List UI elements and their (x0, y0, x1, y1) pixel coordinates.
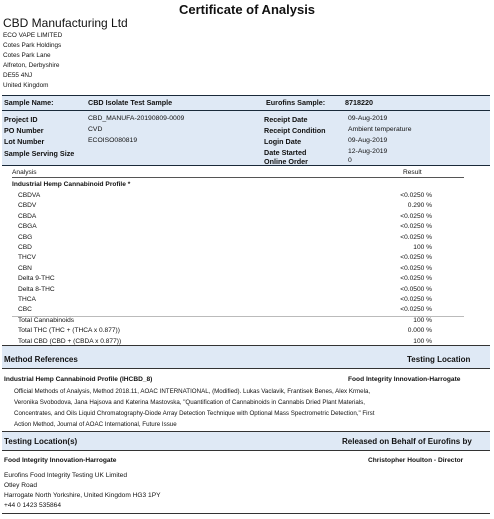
testing-address-line: Otley Road (4, 482, 37, 489)
analysis-row-result: 0.290 % (407, 202, 432, 210)
testing-locations-header: Testing Location(s) (4, 437, 78, 446)
divider (2, 368, 490, 369)
online-order-value: 0 (348, 157, 352, 164)
sample-name-value: CBD Isolate Test Sample (88, 98, 173, 107)
divider (2, 513, 490, 514)
analysis-row-name: CBN (18, 264, 32, 272)
analysis-row-result: <0.0250 % (400, 223, 432, 231)
sample-info-band (2, 111, 490, 165)
project-id-label: Project ID (4, 115, 38, 124)
analysis-row-result: 0.000 % (407, 327, 432, 335)
divider (12, 316, 464, 317)
method-text-line: Veronika Svobodova, Jana Hajsova and Katerina Mastovska, "Quantification of Cannabinoids in Cannabis Dried Plant Materials, (14, 399, 365, 406)
released-by-header: Released on Behalf of Eurofins by (342, 437, 472, 446)
analysis-row-result: <0.0250 % (400, 254, 432, 262)
analysis-row-result: <0.0250 % (400, 264, 432, 272)
analysis-column-header: Analysis (12, 169, 37, 176)
analysis-row-name: Total Cannabinoids (18, 316, 75, 324)
method-text-line: Official Methods of Analysis, Method 2018.11, AOAC INTERNATIONAL, (Modified). Lukas Vaclavik, Frantisek Benes, Alex Krmela, (14, 388, 371, 395)
date-started-label: Date Started (264, 148, 307, 157)
divider (12, 177, 464, 178)
released-by-name: Christopher Houlton - Director (368, 457, 464, 464)
eurofins-sample-label: Eurofins Sample: (266, 98, 326, 107)
method-text-line: Action Method, Journal of AOAC International, Future Issue (14, 421, 177, 428)
receipt-date-value: 09-Aug-2019 (348, 115, 388, 122)
analysis-row-name: CBGA (18, 223, 37, 231)
receipt-condition-value: Ambient temperature (348, 126, 412, 133)
method-text-line: Concentrates, and Oils Liquid Chromatography-Diode Array Detection Technique with Optional Mass Spectrometric Detection," First (14, 410, 375, 417)
document-title: Certificate of Analysis (178, 2, 316, 17)
analysis-row-result: <0.0250 % (400, 233, 432, 241)
profile-label: Industrial Hemp Cannabinoid Profile * (12, 181, 131, 188)
analysis-row-name: Total CBD (CBD + (CBDA x 0.877)) (18, 337, 122, 345)
analysis-row-name: Delta 9-THC (18, 275, 55, 283)
address-line: ECO VAPE LIMITED (3, 32, 63, 39)
company-name: CBD Manufacturing Ltd (3, 16, 128, 30)
address-line: United Kingdom (3, 82, 49, 89)
address-line: Cotes Park Holdings (3, 42, 62, 49)
address-line: Cotes Park Lane (3, 52, 51, 59)
testing-address-line: +44 0 1423 535864 (4, 502, 62, 509)
address-line: DE55 4NJ (3, 72, 33, 79)
method-references-header: Method References (4, 355, 78, 364)
serving-size-label: Sample Serving Size (4, 149, 75, 158)
date-started-value: 12-Aug-2019 (348, 148, 388, 155)
sample-name-label: Sample Name: (4, 98, 54, 107)
sample-header-band (2, 96, 490, 110)
po-number-value: CVD (88, 126, 103, 133)
analysis-row-result: <0.0250 % (400, 275, 432, 283)
analysis-row-name: CBD (18, 244, 32, 251)
receipt-condition-label: Receipt Condition (264, 126, 326, 135)
analysis-row-name: CBG (18, 233, 33, 241)
method-name: Industrial Hemp Cannabinoid Profile (IHCBD_8) (4, 376, 153, 383)
analysis-row-result: 100 % (413, 316, 432, 324)
testing-location-name: Food Integrity Innovation-Harrogate (4, 457, 117, 464)
analysis-row-name: CBDV (18, 202, 37, 210)
analysis-row-name: THCA (18, 296, 36, 303)
analysis-row-result: 100 % (413, 244, 432, 251)
analysis-row-result: <0.0500 % (400, 285, 432, 293)
testing-address-line: Eurofins Food Integrity Testing UK Limited (4, 472, 128, 479)
analysis-row-name: CBDA (18, 212, 37, 220)
analysis-row-name: Delta 8-THC (18, 285, 55, 293)
receipt-date-label: Receipt Date (264, 115, 308, 124)
divider (2, 450, 490, 451)
testing-location-header: Testing Location (407, 355, 471, 364)
login-date-label: Login Date (264, 137, 302, 146)
testing-address-line: Harrogate North Yorkshire, United Kingdom HG3 1PY (4, 492, 161, 499)
address-line: Alfreton, Derbyshire (3, 62, 60, 69)
analysis-row-result: <0.0250 % (400, 306, 432, 314)
analysis-row-name: CBDVA (18, 192, 41, 199)
analysis-row-name: Total THC (THC + (THCA x 0.877)) (18, 327, 120, 335)
online-order-label: Online Order (264, 157, 308, 166)
analysis-row-result: <0.0250 % (400, 192, 432, 199)
analysis-row-name: CBC (18, 306, 32, 314)
login-date-value: 09-Aug-2019 (348, 137, 388, 144)
po-number-label: PO Number (4, 126, 44, 135)
analysis-row-result: 100 % (413, 337, 432, 345)
analysis-row-result: <0.0250 % (400, 212, 432, 220)
analysis-row-name: THCV (18, 254, 36, 262)
eurofins-sample-value: 8718220 (345, 98, 373, 107)
lot-number-value: ECOISO080819 (88, 137, 138, 144)
divider (2, 165, 490, 166)
project-id-value: CBD_MANUFA-20190809-0009 (88, 115, 185, 122)
analysis-row-result: <0.0250 % (400, 296, 432, 303)
result-column-header: Result (403, 169, 422, 176)
lot-number-label: Lot Number (4, 137, 45, 146)
method-location: Food Integrity Innovation-Harrogate (348, 376, 461, 383)
